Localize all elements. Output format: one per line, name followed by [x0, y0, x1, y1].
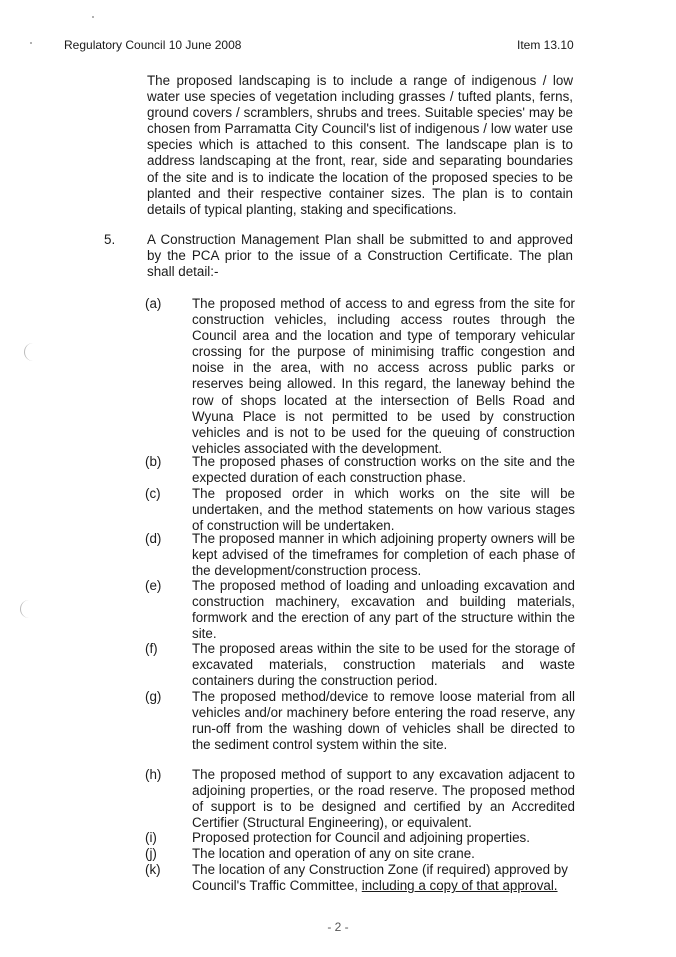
page-number: - 2 - — [327, 920, 349, 934]
item-text: The proposed phases of construction works on the site and the expected duration of each construction phase. — [192, 454, 575, 486]
list-item-k — [145, 862, 575, 894]
punch-hole-mark — [20, 600, 31, 618]
list-item-h — [145, 767, 575, 831]
list-item-a — [145, 296, 575, 457]
item-text: The proposed manner in which adjoining property owners will be kept advised of the timeframes for completion of each phase of the development/construction process. — [192, 531, 575, 579]
item-text: The proposed areas within the site to be used for the storage of excavated materials, construction materials and waste containers during the construction period. — [192, 641, 575, 689]
item-label: (g) — [145, 689, 162, 704]
condition-number: 5. — [104, 232, 116, 247]
item-label: (h) — [145, 767, 162, 782]
header-meeting-title: Regulatory Council 10 June 2008 — [64, 38, 242, 52]
item-text-wrapper — [192, 862, 575, 894]
item-label: (j) — [145, 846, 157, 861]
item-label: (e) — [145, 578, 162, 593]
item-label: (d) — [145, 531, 162, 546]
list-item-b — [145, 454, 575, 486]
item-text: The proposed method of access to and egress from the site for construction vehicles, including access routes through the Council area and the location and type of temporary vehicular crossing for the purpose of minimising traffic congestion and noise in the area, with no access across public parks or reserves being allowed. In this regard, the laneway behind the row of shops located at the intersection of Bells Road and Wyuna Place is not permitted to be used by construction vehicles and is not to be used for the queuing of construction vehicles associated with the development. — [192, 296, 575, 456]
landscaping-paragraph: The proposed landscaping is to include a range of indigenous / low water use species of vegetation including grasses / tufted plants, ferns, ground covers / scramblers, shrubs and trees. Suitable species' may be chosen from Parramatta City Council's list of indigenous / low water use species which is attached to this consent. The landscape plan is to address landscaping at the front, rear, side and separating boundaries of the site and is to indicate the location of the proposed species to be planted and their respective container sizes. The plan is to contain details of typical planting, staking and specifications. — [147, 73, 573, 217]
item-text: The proposed method of loading and unloading excavation and construction machinery, excavation and building materials, formwork and the erection of any part of the structure within the site. — [192, 578, 575, 642]
list-item-g — [145, 689, 575, 753]
item-text: The proposed order in which works on the site will be undertaken, and the method statements on how various stages of construction will be undertaken. — [192, 486, 575, 534]
list-item-c — [145, 486, 575, 534]
item-text: The proposed method/device to remove loose material from all vehicles and/or machinery before entering the road reserve, any run-off from the washing down of vehicles shall be directed to the sediment control system within the site. — [192, 689, 575, 753]
scan-speck — [92, 16, 94, 18]
list-item-e — [145, 578, 575, 642]
item-label: (k) — [145, 862, 161, 877]
list-item-i — [145, 830, 575, 846]
item-label: (c) — [145, 486, 161, 501]
list-item-d — [145, 531, 575, 579]
item-label: (b) — [145, 454, 162, 469]
item-text: The location and operation of any on site crane. — [192, 846, 475, 861]
item-text: The location of any Construction Zone (if required) approved by Council's Traffic Committee, — [192, 862, 568, 894]
item-label: (a) — [145, 296, 162, 311]
item-underlined-text: including a copy of that approval. — [361, 878, 558, 894]
punch-hole-mark — [24, 343, 35, 361]
list-item-f — [145, 641, 575, 689]
item-text: The proposed method of support to any excavation adjacent to adjoining properties, or the road reserve. The proposed method of support is to be designed and certified by an Accredited Certifier (Structural Engineering), or equivalent. — [192, 767, 575, 831]
scan-speck — [30, 42, 32, 44]
item-label: (f) — [145, 641, 158, 656]
item-text: Proposed protection for Council and adjoining properties. — [192, 830, 530, 845]
item-label: (i) — [145, 830, 157, 845]
header-item-number: Item 13.10 — [517, 38, 574, 52]
list-item-j — [145, 846, 575, 862]
condition-text: A Construction Management Plan shall be submitted to and approved by the PCA prior to the issue of a Construction Certificate. The plan shall detail:- — [147, 232, 573, 280]
